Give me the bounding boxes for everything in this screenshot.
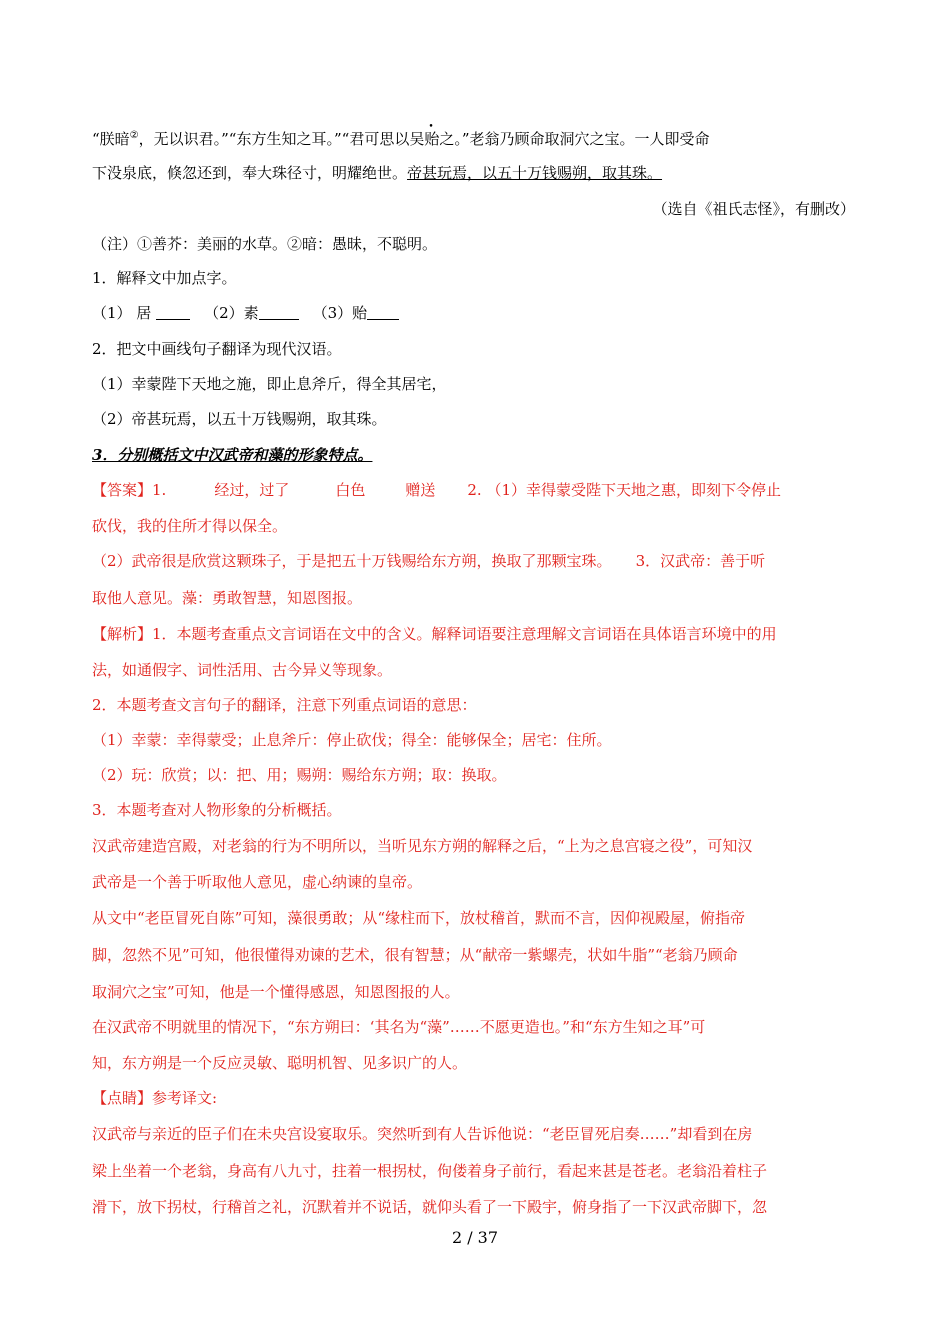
passage-text: ，无以识君。”“东方生知之耳。”“君可思以吴 <box>138 130 425 148</box>
dianjing-line <box>92 1088 217 1108</box>
answer-line-3 <box>92 551 765 571</box>
q1-item-2: （2）素 <box>204 304 259 322</box>
answer-line-1 <box>92 480 781 500</box>
footnote-marker: ② <box>129 130 139 141</box>
answer-label: 【答案】 <box>92 481 153 499</box>
translation-line-3: 滑下，放下拐杖，行稽首之礼，沉默着并不说话，就仰头看了一下殿宇，俯身指了一下汉武帝脚下，忽 <box>92 1198 768 1216</box>
translation-line-2: 梁上坐着一个老翁，身高有八九寸，拄着一根拐杖，佝偻着身子前行，看起来甚是苍老。老翁沿着柱子 <box>92 1162 768 1180</box>
notes: （注）①善芥：美丽的水草。②暗：愚昧，不聪明。 <box>92 235 438 253</box>
dianjing-label: 【点睛】 <box>92 1089 153 1107</box>
q1-item-3: （3）贻 <box>312 304 368 322</box>
dotted-character: 贻 <box>424 130 440 148</box>
answer-text: 白色 <box>335 481 366 499</box>
passage-text: 之。”老翁乃顾命取洞穴之宝。一人即受命 <box>439 130 710 148</box>
source-citation: （选自《祖氏志怪》，有删改） <box>652 200 855 218</box>
answer-text: 经过，过了 <box>214 481 290 499</box>
analysis-line-7: 汉武帝建造宫殿，对老翁的行为不明所以，当听见东方朔的解释之后，“上为之息宫寝之役”，可知汉 <box>92 837 753 855</box>
analysis-line-3: 2．本题考查文言句子的翻译，注意下列重点词语的意思： <box>92 696 477 714</box>
analysis-line-1 <box>92 624 777 644</box>
question-1-items <box>92 303 399 323</box>
passage-text: “朕暗 <box>92 130 130 148</box>
analysis-line-2: 法，如通假字、词性活用、古今异义等现象。 <box>92 661 393 679</box>
q1-item-1: （1） 居 <box>92 304 152 322</box>
passage-text: 下没泉底，倏忽还到，奉大珠径寸，明耀绝世。 <box>92 164 408 182</box>
analysis-line-10: 脚，忽然不见”可知，他很懂得劝谏的艺术，很有智慧；从“献帝一紫螺壳，状如牛脂”“老翁乃顾命 <box>92 946 738 964</box>
page-number: 2 / 37 <box>451 1228 499 1247</box>
answer-text: 2. （1）幸得蒙受陛下天地之惠，即刻下令停止 <box>467 481 782 499</box>
question-3-title: 3．分别概括文中汉武帝和藻的形象特点。 <box>92 446 373 464</box>
analysis-line-5: （2）玩：欣赏；以：把、用；赐朔：赐给东方朔；取：换取。 <box>92 766 507 784</box>
answer-line-2: 砍伐，我的住所才得以保全。 <box>92 517 288 535</box>
answer-blank <box>156 305 190 320</box>
answer-blank <box>259 305 299 320</box>
passage-line-2 <box>92 163 662 183</box>
question-2-sentence-2: （2）帝甚玩焉，以五十万钱赐朔，取其珠。 <box>92 410 387 428</box>
translation-line-1: 汉武帝与亲近的臣子们在未央宫设宴取乐。突然听到有人告诉他说：“老臣冒死启奏……”却看到在房 <box>92 1125 753 1143</box>
dianjing-title: 参考译文: <box>152 1089 218 1107</box>
question-1-title: 1．解释文中加点字。 <box>92 269 237 287</box>
question-2-sentence-1: （1）幸蒙陛下天地之施，即止息斧斤，得全其居宅， <box>92 375 447 393</box>
answer-text: （2）武帝很是欣赏这颗珠子，于是把五十万钱赐给东方朔，换取了那颗宝珠。 <box>92 552 612 570</box>
analysis-label: 【解析】 <box>92 625 153 643</box>
analysis-line-13: 知，东方朔是一个反应灵敏、聪明机智、见多识广的人。 <box>92 1054 468 1072</box>
passage-line-1 <box>92 126 710 149</box>
answer-text: 赠送 <box>405 481 436 499</box>
analysis-line-6: 3．本题考查对人物形象的分析概括。 <box>92 801 342 819</box>
analysis-text: 1．本题考查重点文言词语在文中的含义。解释词语要注意理解文言词语在具体语言环境中的用 <box>152 625 777 643</box>
analysis-line-12: 在汉武帝不明就里的情况下，“东方朔曰：‘其名为“藻”……不愿更造也。”和“东方生知之耳”可 <box>92 1018 706 1036</box>
answer-blank <box>367 305 399 320</box>
analysis-line-9: 从文中“老臣冒死自陈”可知，藻很勇敢；从“缘柱而下，放杖稽首，默而不言，因仰视殿屋，俯指帝 <box>92 909 746 927</box>
analysis-line-11: 取洞穴之宝”可知，他是一个懂得感恩，知恩图报的人。 <box>92 983 460 1001</box>
analysis-line-8: 武帝是一个善于听取他人意见，虚心纳谏的皇帝。 <box>92 873 423 891</box>
answer-text: 3．汉武帝：善于听 <box>635 552 766 570</box>
answer-text: 1. <box>152 481 167 499</box>
question-2-title: 2．把文中画线句子翻译为现代汉语。 <box>92 340 342 358</box>
underlined-sentence: 帝甚玩焉，以五十万钱赐朔，取其珠。 <box>407 164 663 182</box>
analysis-line-4: （1）幸蒙：幸得蒙受；止息斧斤：停止砍伐；得全：能够保全；居宅：住所。 <box>92 731 612 749</box>
answer-line-4: 取他人意见。藻：勇敢智慧，知恩图报。 <box>92 589 363 607</box>
